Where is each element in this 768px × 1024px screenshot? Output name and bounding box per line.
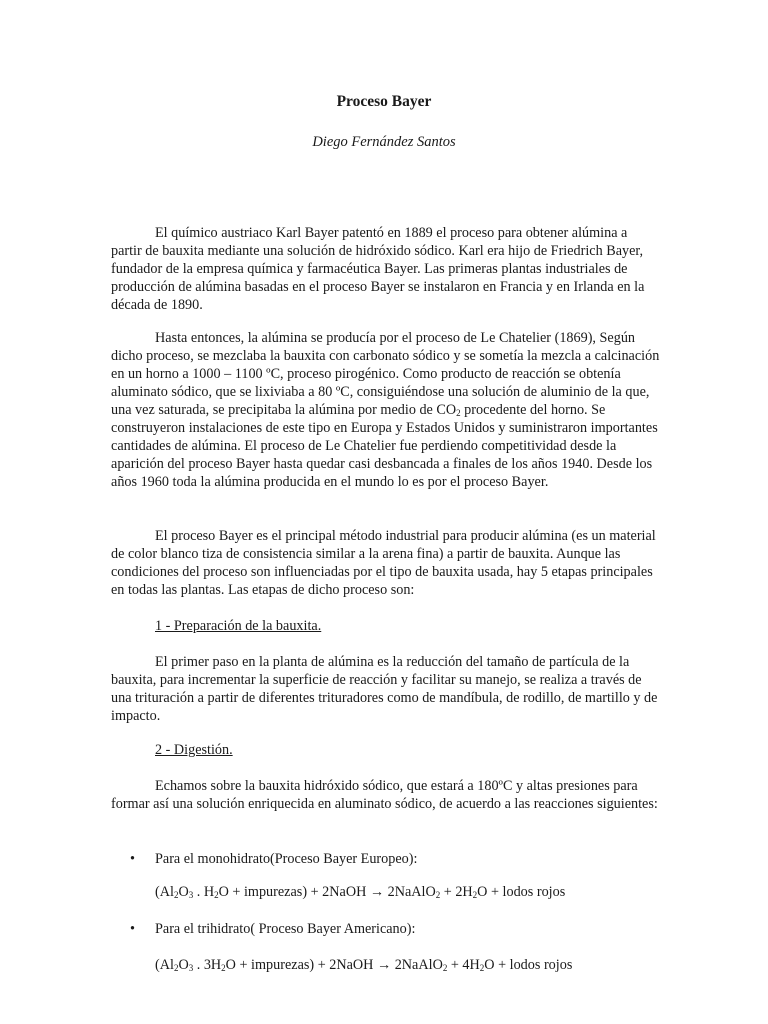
bullet-icon: • (130, 921, 135, 937)
section-heading-digestion: 2 - Digestión. (155, 742, 233, 758)
section-heading-preparacion: 1 - Preparación de la bauxita. (155, 618, 322, 634)
equation-monohidrato: ($Al_2O_3$ . $H_2O$ + impurezas) + 2NaOH → 2NaAlO$_2$ + $2H_2O$ + lodos rojos (155, 884, 566, 900)
paragraph-1 (111, 224, 661, 314)
paragraph-5 (111, 777, 661, 813)
paragraph-3 (111, 527, 661, 599)
paragraph-3-text: El proceso Bayer es el principal método industrial para producir alúmina (es un material de color blanco tiza de consistencia similar a la arena fina) a partir de bauxita. Aunque las condiciones del proceso son influenciadas por el tipo de bauxita usada, hay 5 etapas principales en todas las plantas. Las etapas de dicho proceso son: (111, 528, 656, 598)
paragraph-2 (111, 329, 661, 491)
equation-trihidrato: ($Al_2O_3$ . $3H_2O$ + impurezas) + 2NaOH → 2NaAlO$_2$ + $4H_2O$ + lodos rojos (155, 957, 573, 973)
bullet-icon: • (130, 851, 135, 867)
paragraph-1-text: El químico austriaco Karl Bayer patentó en 1889 el proceso para obtener alúmina a partir de bauxita mediante una solución de hidróxido sódico. Karl era hijo de Friedrich Bayer, fundador de la empresa química y farmacéutica Bayer. Las primeras plantas industriales de producción de alúmina basadas en el proceso Bayer se instalaron en Francia y en Irlanda en la década de 1890. (111, 225, 645, 313)
bullet-text-monohidrato: Para el monohidrato(Proceso Bayer Europeo): (155, 851, 418, 867)
document-title: Proceso Bayer (336, 93, 432, 110)
paragraph-2-text: Hasta entonces, la alúmina se producía por el proceso de Le Chatelier (1869), Según dicho proceso, se mezclaba la bauxita con carbonato sódico y se sometía la mezcla a calcinación en un horno a 1000 – 1100 ºC, proceso pirogénico. Como producto de reacción se obtenía aluminato sódico, que se lixiviaba a 80 ºC, consiguiéndose una solución de aluminio de la que, una vez saturada, se precipitaba la alúmina por medio de $CO_2$ procedente del horno. Se construyeron instalaciones de este tipo en Europa y Estados Unidos y suministraron importantes cantidades de alúmina. El proceso de Le Chatelier fue perdiendo competitividad desde la aparición del proceso Bayer hasta quedar casi desbancada a finales de los años 1940. Desde los años 1960 toda la alúmina producida en el mundo lo es por el proceso Bayer. (111, 330, 660, 490)
paragraph-4 (111, 653, 661, 725)
paragraph-4-text: El primer paso en la planta de alúmina es la reducción del tamaño de partícula de la bauxita, para incrementar la superficie de reacción y facilitar su manejo, se realiza a través de una trituración a partir de diferentes trituradores como de mandíbula, de rodillo, de martillo y de impacto. (111, 654, 658, 724)
bullet-text-trihidrato: Para el trihidrato( Proceso Bayer Americano): (155, 921, 416, 937)
paragraph-5-text: Echamos sobre la bauxita hidróxido sódico, que estará a 180ºC y altas presiones para formar así una solución enriquecida en aluminato sódico, de acuerdo a las reacciones siguientes: (111, 778, 658, 812)
document-author: Diego Fernández Santos (312, 134, 456, 150)
